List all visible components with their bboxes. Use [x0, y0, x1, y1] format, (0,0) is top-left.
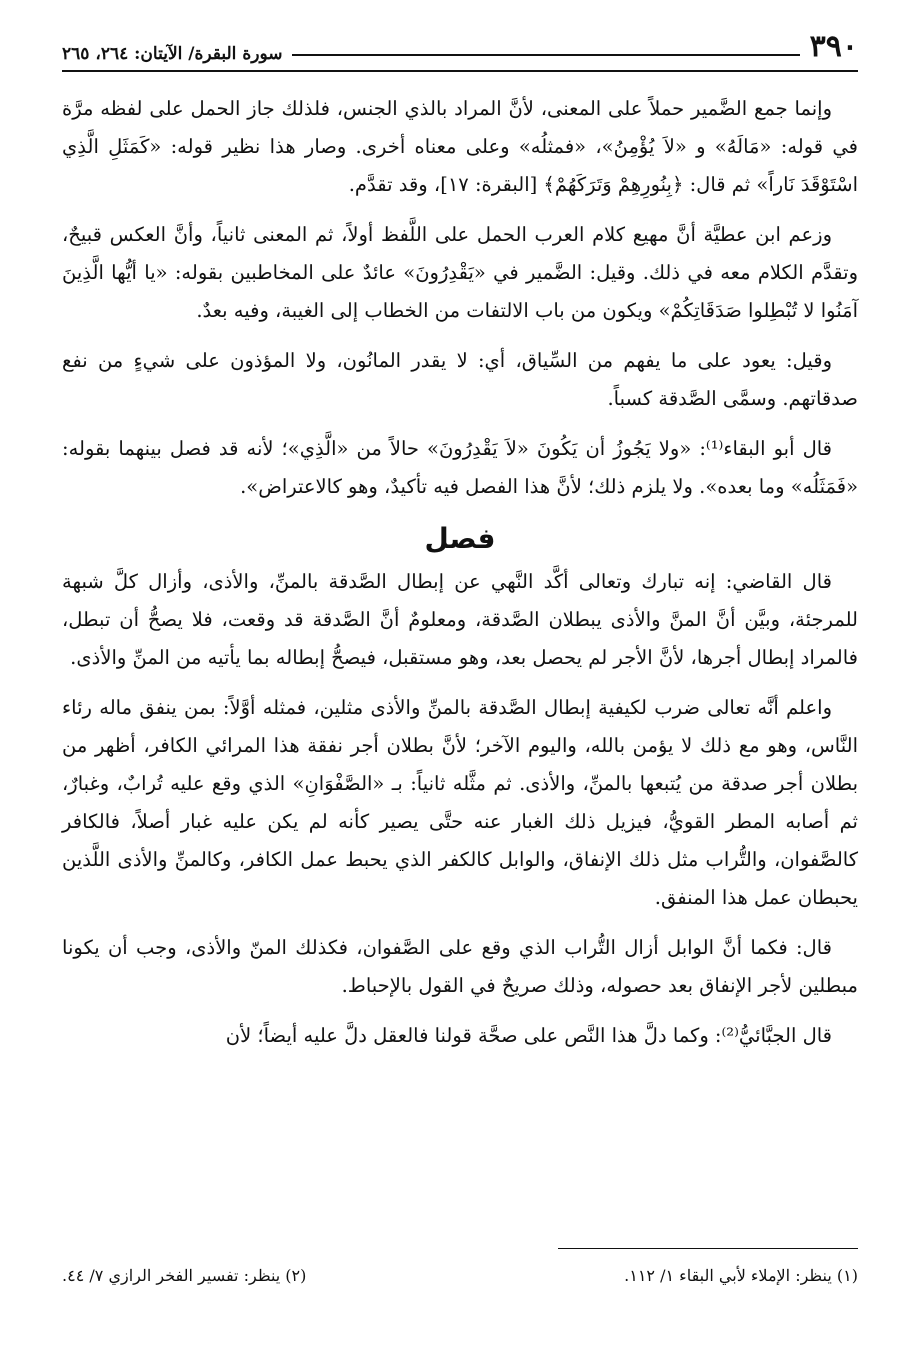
- paragraph: وإنما جمع الضَّمير حملاً على المعنى، لأنَّ المراد بالذي الجنس، فلذلك جاز الحمل على لفظه مرَّة في قوله: «مَالَهُ» و «لاَ يُؤْمِنُ»، «فمثلُه» وعلى معناه أخرى. وصار هذا نظير قوله: «كَمَثَلِ الَّذِي اسْتَوْقَدَ نَاراً» ثم قال: ﴿بِنُورِهِمْ وَتَرَكَهُمْ﴾ [البقرة: ١٧]، وقد تقدَّم.: [62, 97, 858, 196]
- page-body: [62, 90, 858, 1055]
- running-header: [62, 28, 858, 72]
- paragraph: وزعم ابن عطيَّة أنَّ مهيع كلام العرب الحمل على اللَّفظ أولاً، ثم المعنى ثانياً، وأنَّ العكس قبيحٌ، وتقدَّم الكلام معه في ذلك. وقيل: الضَّمير في «يَقْدِرُونَ» عائدٌ على المخاطبين بقوله: «يا أيُّها الَّذِينَ آمَنُوا لا تُبْطِلوا صَدَقَاتِكُمْ» ويكون من باب الالتفات من الخطاب إلى الغيبة، وفيه بعدٌ.: [62, 223, 858, 322]
- footnote-1: (١) ينظر: الإملاء لأبي البقاء ١/ ١١٢.: [624, 1266, 858, 1285]
- page-number: ٣٩٠: [809, 29, 858, 64]
- section-paragraph: قال القاضي: إنه تبارك وتعالى أكَّد النَّهي عن إبطال الصَّدقة بالمنِّ، والأذى، وأزال كلَّ شبهة للمرجئة، وبيَّن أنَّ المنَّ والأذى يبطلان الصَّدقة، ومعلومٌ أنَّ الصَّدقة قد وقعت، فلا يصحُّ أن تبطل، فالمراد إبطال أجرها، لأنَّ الأجر لم يحصل بعد، وهو مستقبل، فيصحُّ إبطاله بما يأتيه من المنِّ والأذى.: [62, 570, 858, 669]
- footnote-divider: [558, 1248, 858, 1249]
- footnotes: [62, 1266, 858, 1285]
- header-title: سورة البقرة/ الآيتان: ٢٦٤، ٢٦٥: [62, 44, 283, 64]
- section-paragraph: قال الجبَّائيُّ⁽²⁾: وكما دلَّ هذا النَّص على صحَّة قولنا فالعقل دلَّ عليه أيضاً؛ لأن: [225, 1024, 832, 1047]
- section-paragraph: قال: فكما أنَّ الوابل أزال التُّراب الذي وقع على الصَّفوان، فكذلك المنّ والأذى، وجب أن يكونا مبطلين لأجر الإنفاق بعد حصوله، وذلك صريحٌ في القول بالإحباط.: [62, 936, 858, 997]
- header-rule: [292, 54, 799, 56]
- section-heading: فصل: [424, 522, 496, 555]
- paragraph: قال أبو البقاء⁽¹⁾: «ولا يَجُوزُ أن يَكُونَ «لاَ يَقْدِرُونَ» حالاً من «الَّذِي»؛ لأنه قد فصل بينهما بقوله: «فَمَثَلُه» وما بعده». ولا يلزم ذلك؛ لأنَّ هذا الفصل فيه تأكيدٌ، وهو كالاعتراض».: [62, 437, 858, 498]
- section-paragraph: واعلم أنَّه تعالى ضرب لكيفية إبطال الصَّدقة بالمنِّ والأذى مثلين، فمثله أوَّلاً: بمن ينفق ماله رئاء النَّاس، وهو مع ذلك لا يؤمن بالله، واليوم الآخر؛ لأنَّ بطلان أجر نفقة هذا المرائي الكافر، أظهر من بطلان أجر صدقة من يُتبعها بالمنِّ، والأذى. ثم مثَّله ثانياً: بـ «الصَّفْوَانِ» الذي وقع عليه تُرابٌ، وغبارٌ، ثم أصابه المطر القويُّ، فيزيل ذلك الغبار عنه حتَّى يصير كأنه لم يكن عليه غبار أصلاً، فالكافر كالصَّفوان، والتُّراب مثل ذلك الإنفاق، والوابل كالكفر الذي يحبط عمل الكافر، وكالمنِّ والأذى اللَّذين يحبطان عمل هذا المنفق.: [62, 696, 858, 909]
- footnote-2: (٢) ينظر: تفسير الفخر الرازي ٧/ ٤٤.: [62, 1266, 307, 1285]
- paragraph: وقيل: يعود على ما يفهم من السِّياق، أي: لا يقدر المانُون، ولا المؤذون على شيءٍ من نفع صدقاتهم. وسمَّى الصَّدقة كسباً.: [62, 349, 858, 410]
